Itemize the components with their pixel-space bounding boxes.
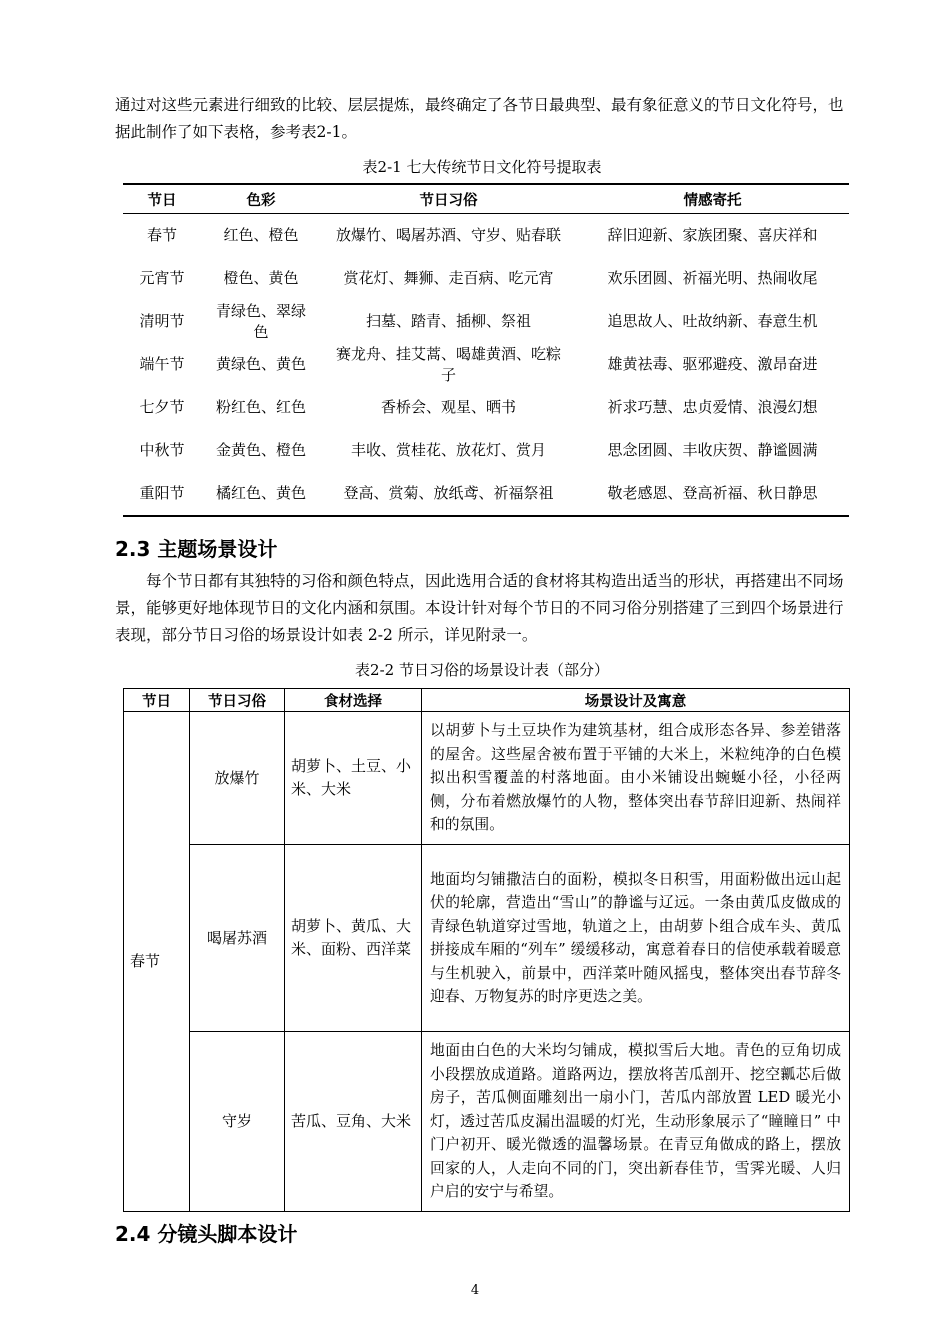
cell-festival: 七夕节 <box>139 398 185 416</box>
section-heading-2-4: 2.4 分镜头脚本设计 <box>115 1222 298 1246</box>
cell-scene-design: 地面由白色的大米均匀铺成，模拟雪后大地。青色的豆角切成小段摆放成道路。道路两边，摆放将苦瓜剖开、挖空瓤芯后做房子，苦瓜侧面雕刻出一扇小门，苦瓜内部放置 LED 暖光小灯，透过苦瓜皮漏出温暖的灯光，生动形象展示了“瞳瞳日” 中门户初开、暖光微透的温馨场景。在青豆角做成的路上，摆放回家的人，人走向不同的门，突出新春佳节，雪霁光暖、人归户启的安宁与希望。 <box>422 1032 850 1212</box>
cell-festival: 端午节 <box>139 355 185 373</box>
header-festival: 节日 <box>123 184 201 214</box>
cell-custom: 登高、赏菊、放纸鸢、祈福祭祖 <box>343 484 554 502</box>
cell-color: 黄绿色、黄色 <box>215 355 306 373</box>
cell-scene-design: 以胡萝卜与土豆块作为建筑基材，组合成形态各异、参差错落的屋舍。这些屋舍被布置于平铺的大米上，米粒纯净的白色模拟出积雪覆盖的村落地面。由小米铺设出蜿蜒小径，小径两侧，分布着燃放爆竹的人物，整体突出春节辞旧迎新、热闹祥和的氛围。 <box>422 712 850 845</box>
cell-ingredients: 苦瓜、豆角、大米 <box>285 1032 422 1212</box>
festival-symbols-table <box>123 183 849 517</box>
scene-design-table <box>123 688 850 1212</box>
cell-custom: 丰收、赏桂花、放花灯、赏月 <box>350 441 546 459</box>
table-row <box>123 300 849 343</box>
table-row <box>123 472 849 516</box>
cell-custom: 赛龙舟、挂艾蒿、喝雄黄酒、吃粽子 <box>335 344 561 384</box>
cell-festival: 重阳节 <box>139 484 185 502</box>
cell-color: 粉红色、红色 <box>215 398 306 416</box>
cell-scene-design: 地面均匀铺撒洁白的面粉，模拟冬日积雪，用面粉做出远山起伏的轮廓，营造出“雪山”的静谧与辽远。一条由黄瓜皮做成的青绿色轨道穿过雪地，轨道之上，由胡萝卜组合成车头、黄瓜拼接成车厢的“列车” 缓缓移动，寓意着春日的信使承载着暖意与生机驶入，前景中，西洋菜叶随风摇曳，整体突出春节辞冬迎春、万物复苏的时序更迭之美。 <box>422 845 850 1032</box>
header-emotion: 情感寄托 <box>576 184 849 214</box>
cell-festival: 中秋节 <box>139 441 185 459</box>
section-2-3-paragraph: 每个节日都有其独特的习俗和颜色特点，因此选用合适的食材将其构造出适当的形状，再搭建出不同场景，能够更好地体现节日的文化内涵和氛围。本设计针对每个节日的不同习俗分别搭建了三到四个场景进行表现，部分节日习俗的场景设计如表 2-2 所示，详见附录一。 <box>115 572 844 644</box>
cell-custom: 香桥会、观星、晒书 <box>380 398 516 416</box>
cell-emotion: 思念团圆、丰收庆贺、静谧圆满 <box>607 441 818 459</box>
cell-custom: 守岁 <box>190 1032 285 1212</box>
header-custom: 节日习俗 <box>190 689 285 712</box>
table-row <box>123 386 849 429</box>
cell-emotion: 祈求巧慧、忠贞爱情、浪漫幻想 <box>607 398 818 416</box>
cell-color: 金黄色、橙色 <box>215 441 306 459</box>
cell-custom: 赏花灯、舞狮、走百病、吃元宵 <box>343 269 554 287</box>
cell-ingredients: 胡萝卜、黄瓜、大米、面粉、西洋菜 <box>285 845 422 1032</box>
table-row <box>124 845 850 1032</box>
cell-emotion: 追思故人、吐故纳新、春意生机 <box>607 312 818 330</box>
table-header-row <box>124 689 850 712</box>
cell-festival: 元宵节 <box>139 269 185 287</box>
cell-festival: 清明节 <box>139 312 185 330</box>
intro-paragraph: 通过对这些元素进行细致的比较、层层提炼，最终确定了各节日最典型、最有象征意义的节日文化符号，也据此制作了如下表格，参考表2-1。 <box>115 96 844 141</box>
cell-emotion: 辞旧迎新、家族团聚、喜庆祥和 <box>607 226 818 244</box>
section-heading-2-3: 2.3 主题场景设计 <box>115 537 278 561</box>
table-row <box>123 343 849 386</box>
table-row <box>123 257 849 300</box>
table1-caption: 表2-1 七大传统节日文化符号提取表 <box>362 158 602 176</box>
table-header-row <box>123 184 849 214</box>
header-scene-design: 场景设计及寓意 <box>422 689 850 712</box>
cell-emotion: 敬老感恩、登高祈福、秋日静思 <box>607 484 818 502</box>
cell-festival: 春节 <box>146 226 177 244</box>
header-color: 色彩 <box>201 184 321 214</box>
cell-custom: 放爆竹 <box>190 712 285 845</box>
header-custom: 节日习俗 <box>321 184 576 214</box>
table2-caption: 表2-2 节日习俗的场景设计表（部分） <box>355 661 609 679</box>
cell-ingredients: 胡萝卜、土豆、小米、大米 <box>285 712 422 845</box>
table-row <box>123 214 849 258</box>
cell-emotion: 欢乐团圆、祈福光明、热闹收尾 <box>607 269 818 287</box>
cell-emotion: 雄黄祛毒、驱邪避疫、激昂奋进 <box>607 355 818 373</box>
cell-color: 橘红色、黄色 <box>215 484 306 502</box>
cell-custom: 喝屠苏酒 <box>190 845 285 1032</box>
cell-custom: 放爆竹、喝屠苏酒、守岁、贴春联 <box>335 226 561 244</box>
cell-custom: 扫墓、踏青、插柳、祭祖 <box>365 312 531 330</box>
cell-color: 青绿色、翠绿色 <box>215 301 306 341</box>
cell-festival: 春节 <box>124 712 190 1212</box>
header-festival: 节日 <box>124 689 190 712</box>
header-ingredients: 食材选择 <box>285 689 422 712</box>
page-number: 4 <box>470 1283 480 1298</box>
table-row <box>123 429 849 472</box>
cell-color: 红色、橙色 <box>223 226 299 244</box>
table-row <box>124 1032 850 1212</box>
cell-color: 橙色、黄色 <box>223 269 299 287</box>
table-row <box>124 712 850 845</box>
